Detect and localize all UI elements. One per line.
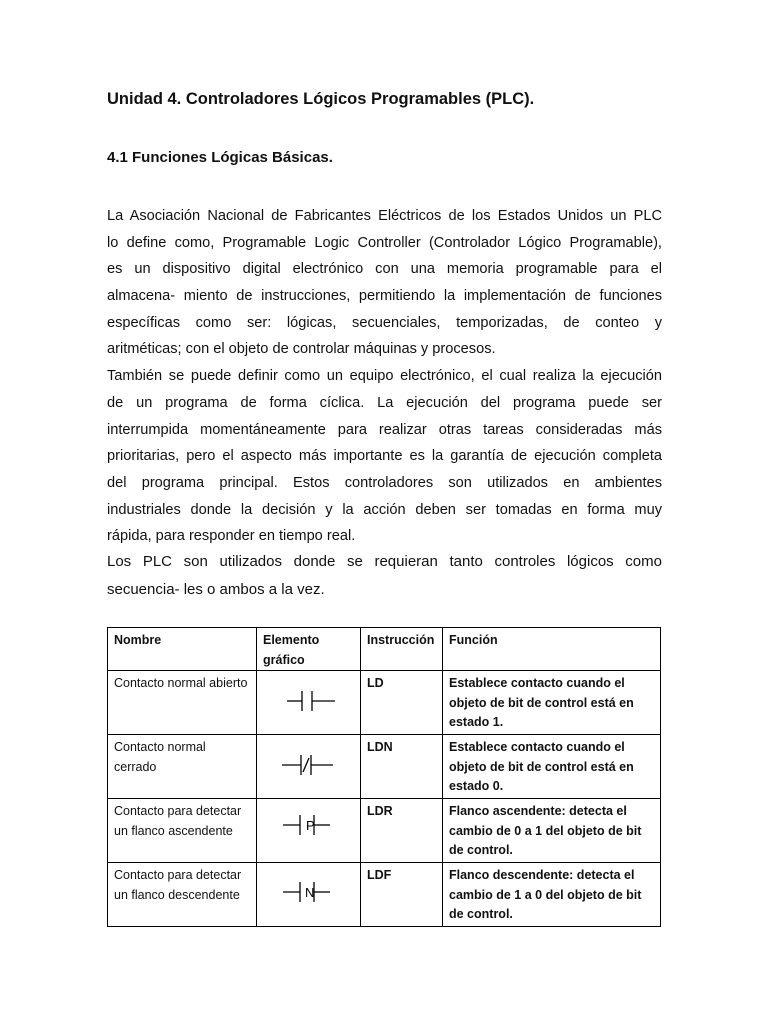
rising-edge-letter: P [306, 818, 315, 833]
paragraph-line: rápida, para responder en tiempo real. [107, 528, 356, 545]
normally-open-contact-icon [257, 671, 361, 733]
cell-instruccion: LDN [361, 735, 443, 799]
paragraph-line: de un programa de forma cíclica. La ejecución del programa puede ser [107, 394, 662, 411]
cell-nombre: Contacto normal abierto [108, 671, 257, 735]
paragraph-line: Los PLC son utilizados donde se requieran tanto controles lógicos como [107, 553, 662, 570]
paragraph-line: secuencia- les o ambos a la vez. [107, 581, 325, 598]
section-heading: 4.1 Funciones Lógicas Básicas. [107, 149, 333, 166]
document-title: Unidad 4. Controladores Lógicos Programables (PLC). [107, 90, 535, 108]
paragraph-line: almacena- miento de instrucciones, permitiendo la implementación de funciones [107, 288, 662, 305]
paragraph-line: La Asociación Nacional de Fabricantes Eléctricos de los Estados Unidos un PLC [107, 208, 662, 224]
cell-nombre: Contacto normal cerrado [108, 735, 257, 799]
header-funcion: Función [443, 628, 661, 671]
plc-instructions-table [107, 627, 661, 927]
cell-instruccion: LDR [361, 799, 443, 863]
header-elemento-grafico: Elemento gráfico [257, 628, 361, 671]
cell-nombre: Contacto para detectar un flanco descendente [108, 863, 257, 927]
cell-funcion: Flanco ascendente: detecta el cambio de 0 a 1 del objeto de bit de control. [443, 799, 661, 863]
paragraph-line: aritméticas; con el objeto de controlar máquinas y procesos. [107, 341, 496, 358]
cell-elemento-grafico [257, 799, 361, 863]
cell-funcion: Flanco descendente: detecta el cambio de 1 a 0 del objeto de bit de control. [443, 863, 661, 927]
cell-elemento-grafico [257, 671, 361, 735]
paragraph-line: prioritarias, pero el aspecto más importante es la garantía de ejecución completa [107, 448, 662, 465]
table-row [108, 799, 661, 863]
table-row [108, 863, 661, 927]
normally-closed-contact-icon [257, 735, 361, 797]
header-instruccion: Instrucción [361, 628, 443, 671]
paragraph-line: específicas como ser: lógicas, secuenciales, temporizadas, de conteo y [107, 314, 662, 331]
cell-nombre: Contacto para detectar un flanco ascendente [108, 799, 257, 863]
body-paragraphs [107, 203, 662, 550]
table-row [108, 671, 661, 735]
cell-instruccion: LD [361, 671, 443, 735]
closing-paragraph [107, 548, 662, 604]
cell-elemento-grafico [257, 735, 361, 799]
cell-funcion: Establece contacto cuando el objeto de bit de control está en estado 0. [443, 735, 661, 799]
paragraph-line: lo define como, Programable Logic Controller (Controlador Lógico Programable), [107, 234, 662, 251]
paragraph-line: interrumpida momentáneamente para realizar otras tareas consideradas más [107, 421, 662, 438]
cell-instruccion: LDF [361, 863, 443, 927]
paragraph-line: También se puede definir como un equipo electrónico, el cual realiza la ejecución [107, 368, 662, 385]
cell-elemento-grafico [257, 863, 361, 927]
falling-edge-letter: N [305, 885, 315, 900]
rising-edge-contact-icon [257, 799, 361, 861]
header-nombre: Nombre [108, 628, 257, 671]
paragraph-line: del programa principal. Estos controladores son utilizados en ambientes [107, 474, 662, 491]
table-header-row [108, 628, 661, 671]
table-row [108, 735, 661, 799]
paragraph-line: es un dispositivo digital electrónico con una memoria programable para el [107, 261, 662, 278]
paragraph-line: industriales donde la decisión y la acción deben ser tomadas en forma muy [107, 501, 662, 518]
cell-funcion: Establece contacto cuando el objeto de bit de control está en estado 1. [443, 671, 661, 735]
falling-edge-contact-icon [257, 863, 361, 925]
